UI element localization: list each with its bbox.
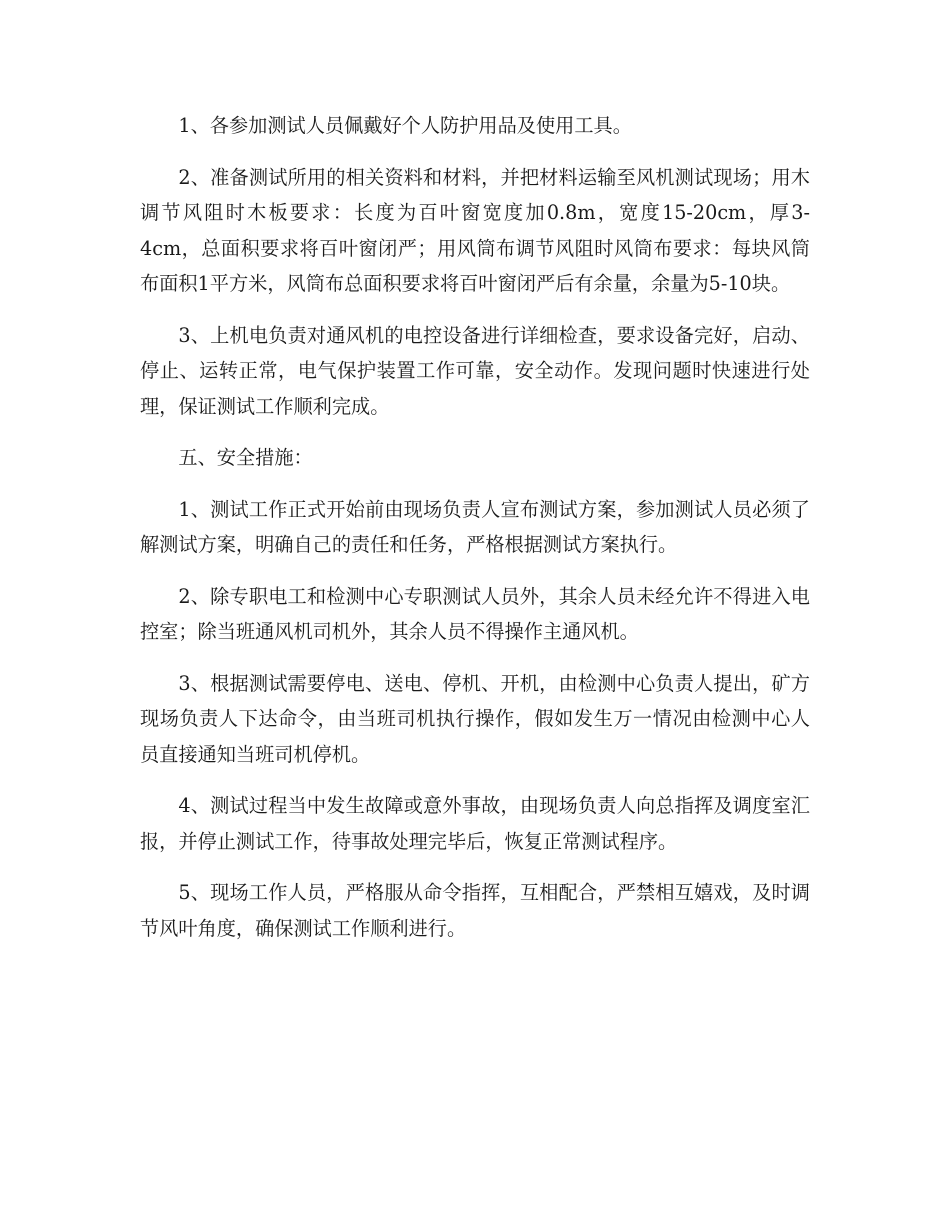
safety-item-1: 1、测试工作正式开始前由现场负责人宣布测试方案，参加测试人员必须了解测试方案，明确自己的责任和任务，严格根据测试方案执行。 [140,497,810,556]
safety-item-4: 4、测试过程当中发生故障或意外事故，由现场负责人向总指挥及调度室汇报，并停止测试工作，待事故处理完毕后，恢复正常测试程序。 [140,794,810,853]
safety-item-3: 3、根据测试需要停电、送电、停机、开机，由检测中心负责人提出，矿方现场负责人下达命令，由当班司机执行操作，假如发生万一情况由检测中心人员直接通知当班司机停机。 [140,671,810,766]
safety-item-2: 2、除专职电工和检测中心专职测试人员外，其余人员未经允许不得进入电控室；除当班通风机司机外，其余人员不得操作主通风机。 [140,584,810,643]
preparation-item-2: 2、准备测试所用的相关资料和材料，并把材料运输至风机测试现场；用木调节风阻时木板要求：长度为百叶窗宽度加0.8m，宽度15-20cm，厚3-4cm，总面积要求将百叶窗闭严；用风筒布调节风阻时风筒布要求：每块风筒布面积1平方米，风筒布总面积要求将百叶窗闭严后有余量，余量为5-10块。 [140,165,810,295]
document-body [140,108,810,962]
section-heading-safety: 五、安全措施： [178,446,313,469]
safety-item-5: 5、现场工作人员，严格服从命令指挥，互相配合，严禁相互嬉戏，及时调节风叶角度，确保测试工作顺利进行。 [140,881,810,940]
preparation-item-1: 1、各参加测试人员佩戴好个人防护用品及使用工具。 [178,114,632,137]
preparation-item-3: 3、上机电负责对通风机的电控设备进行详细检查，要求设备完好，启动、停止、运转正常，电气保护装置工作可靠，安全动作。发现问题时快速进行处理，保证测试工作顺利完成。 [140,323,810,418]
